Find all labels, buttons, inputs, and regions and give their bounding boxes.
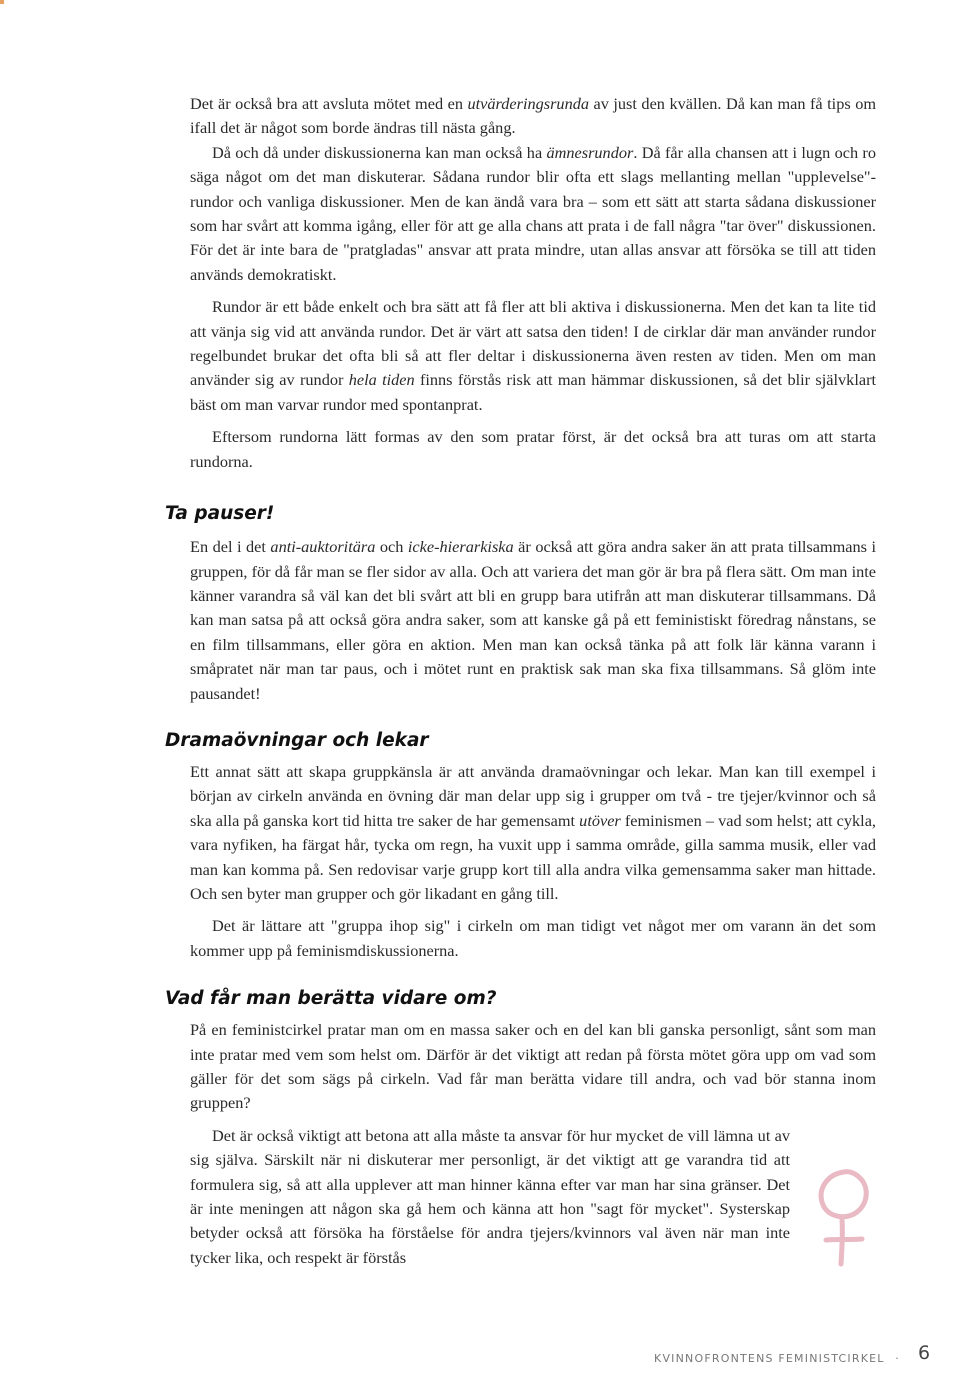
paragraph: Då och då under diskussionerna kan man också ha ämnesrundor. Då får alla chansen att i lugn och ro säga något om det man diskuterar. Sådana rundor blir ofta ett slags mellanting mellan "upplevelse"-rundor och vanliga diskussioner. Men de kan ändå vara bra – som ett sätt att starta sådana diskussioner som har svårt att komma igång, eller för att ge alla chans att prata i de fall några "tar över" diskussionen. För det är inte bara de "pratgladas" ansvar att prata mindre, utan allas ansvar att försöka se till att tiden används demokratiskt. [190,142,876,284]
paragraph: Det är också bra att avsluta mötet med en utvärderingsrunda av just den kvällen. Då kan man få tips om ifall det är något som borde ändras till nästa gång. [190,94,877,138]
section-drama [190,760,876,963]
paragraph: En del i det anti-auktoritära och icke-hierarkiska är också att göra andra saker än att prata tillsammans i gruppen, för då får man se fler sidor av alla. Och att variera det man gör är bra på flera sätt. Om man inte känner varandra så väl kan det bli svårt att bli en grupp bara utifrån att man diskuterar tillsammans. Då kan man satsa på att också göra andra saker, som att kanske gå på ett feministiskt föredrag nånstans, se en film tillsammans, eller göra en aktion. Men man kan också tänka på att folk lär känna varann i småpratet när man tar paus, och i mötet runt en praktisk sak man ska fixa tillsammans. Så glöm inte pausandet! [190,537,877,703]
narrow-block [190,1124,876,1270]
page-number: 6 [918,1342,931,1364]
section-rundor [190,92,876,474]
paragraph: Ett annat sätt att skapa gruppkänsla är att använda dramaövningar och lekar. Man kan till exempel i början av cirkeln använda en övning där man delar upp sig i grupper om två - tre tjejer/kvinnor och så ska alla på ganska kort tid hitta tre saker de har gemensamt utöver feminismen – vad som helst; att cykla, vara nyfiken, ha färgat hår, tycka om regn, ha vuxit upp i samma område, gilla samma musik, eller vad man kan komma på. Sen redovisar varje grupp kort till alla andra vilka gemensamma saker man hittade. Och sen byter man grupper och gör likadant en gång till. [190,761,876,903]
paragraph: Eftersom rundorna lätt formas av den som pratar först, är det också bra att turas om att starta rundorna. [190,427,876,471]
section-heading: Dramaövningar och lekar [165,729,429,751]
section-pauser [190,535,876,706]
page-body [165,92,877,1270]
paragraph: Rundor är ett både enkelt och bra sätt att få fler att bli aktiva i diskussionerna. Men det kan ta lite tid att vänja sig vid att använda rundor. Det är värt att satsa den tiden! I de cirklar där man använder rundor regelbundet brukar det ofta bli så att fler deltar i diskussionerna även resten av tiden. Men om man använder sig av rundor hela tiden finns förstås risk att man hämmar diskussionen, så det blir självklart bäst om man varvar rundor med spontanprat. [190,297,877,414]
paragraph: Det är lättare att "gruppa ihop sig" i cirkeln om man tidigt vet något mer om varann än det som kommer upp på feminismdiskussionerna. [190,916,876,960]
paragraph: På en feministcirkel pratar man om en massa saker och en del kan bli ganska personligt, sånt som man inte pratar med vem som helst om. Därför är det viktigt att redan på första mötet göra upp om vad som gäller för det som sägs på cirkeln. Vad får man berätta vidare till andra, och vad bör stanna inom gruppen? [190,1020,876,1113]
footer-separator: · [895,1352,900,1365]
section-heading: Vad får man berätta vidare om? [165,988,497,1010]
paragraph: Det är också viktigt att betona att alla måste ta ansvar för hur mycket de vill lämna ut av sig själva. Särskilt när ni diskuterar mer personligt, är det viktigt att ge varandra tid att formulera sig, så att alla upplever att man hinner känna efter var man har sina gränser. Det är inte meningen att någon ska gå hem och känna att hon "sagt för mycket". Systerskap betyder också att försöka ha förståelse för andra tjejers/kvinnors val även när man inte tycker lika, och respekt är förstås [190,1125,790,1267]
footer-title: KVINNOFRONTENS FEMINISTCIRKEL · [654,1352,900,1365]
corner-mark [0,0,4,4]
venus-symbol-icon [808,1160,884,1270]
section-heading: Ta pauser! [165,503,275,525]
section-vad [190,1018,876,1270]
